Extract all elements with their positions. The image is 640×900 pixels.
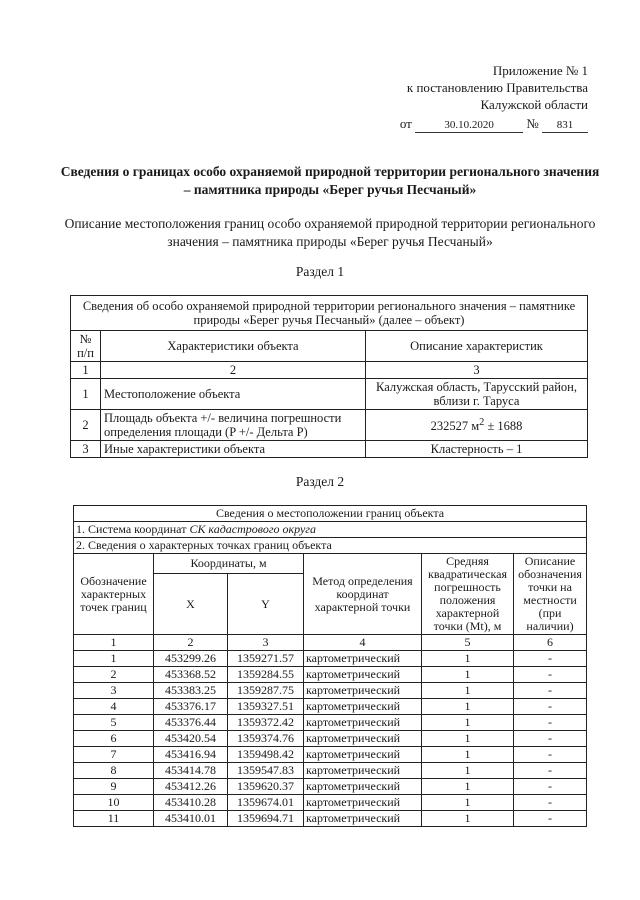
col-error-header: Средняя квадратическая погрешность положения характерной точки (Mt), м: [422, 554, 514, 635]
appendix-line: Приложение № 1: [492, 63, 588, 78]
point-desc: -: [514, 811, 587, 827]
col-desc-header: Описание характеристик: [366, 331, 588, 362]
table-title: Сведения о местоположении границ объекта: [74, 506, 587, 522]
object-info-table: [70, 295, 588, 458]
document-title: Сведения о границах особо охраняемой природной территории регионального значения – памятника природы «Берег ручья Песчаный»: [60, 164, 600, 197]
point-id: 9: [74, 779, 154, 795]
table-row: [74, 779, 587, 795]
table-row: [74, 667, 587, 683]
mt-error: 1: [422, 715, 514, 731]
row-char: Местоположение объекта: [101, 379, 366, 410]
method: картометрический: [304, 699, 422, 715]
coord-y: 1359271.57: [228, 651, 304, 667]
mt-error: 1: [422, 683, 514, 699]
method: картометрический: [304, 747, 422, 763]
coord-x: 453376.17: [154, 699, 228, 715]
point-desc: -: [514, 731, 587, 747]
table-row: [74, 795, 587, 811]
table-row: [74, 699, 587, 715]
coord-x: 453420.54: [154, 731, 228, 747]
area-unit-power: 2: [479, 417, 485, 429]
table-row: [74, 747, 587, 763]
coord-x: 453416.94: [154, 747, 228, 763]
col-method-header: Метод определения координат характерной точки: [304, 554, 422, 635]
system-name: СК кадастрового округа: [189, 522, 316, 536]
coord-x: 453410.01: [154, 811, 228, 827]
coord-y: 1359620.37: [228, 779, 304, 795]
coord-x: 453376.44: [154, 715, 228, 731]
col-index: 2: [154, 635, 228, 651]
row-num: 3: [71, 441, 101, 458]
col-index: 5: [422, 635, 514, 651]
col-index: 2: [101, 362, 366, 379]
row-char: Площадь объекта +/- величина погрешности определения площади (P +/- Дельта P): [101, 410, 366, 441]
point-desc: -: [514, 763, 587, 779]
point-id: 8: [74, 763, 154, 779]
row-desc: [366, 410, 588, 441]
coord-y: 1359674.01: [228, 795, 304, 811]
point-desc: -: [514, 699, 587, 715]
col-index: 4: [304, 635, 422, 651]
row-char: Иные характеристики объекта: [101, 441, 366, 458]
table-row: [74, 763, 587, 779]
decree-date: 30.10.2020: [415, 119, 523, 133]
coord-x: 453414.78: [154, 763, 228, 779]
point-id: 6: [74, 731, 154, 747]
method: картометрический: [304, 811, 422, 827]
col-index: 3: [366, 362, 588, 379]
mt-error: 1: [422, 667, 514, 683]
col-point-header: Обозначение характерных точек границ: [74, 554, 154, 635]
table-row: [71, 441, 588, 458]
coord-x: 453368.52: [154, 667, 228, 683]
mt-error: 1: [422, 747, 514, 763]
points-label: 2. Сведения о характерных точках границ объекта: [74, 538, 587, 554]
method: картометрический: [304, 731, 422, 747]
mt-error: 1: [422, 763, 514, 779]
row-num: 2: [71, 410, 101, 441]
row-num: 1: [71, 379, 101, 410]
coord-y: 1359694.71: [228, 811, 304, 827]
point-desc: -: [514, 715, 587, 731]
coord-y: 1359498.42: [228, 747, 304, 763]
point-id: 7: [74, 747, 154, 763]
table-row: [74, 683, 587, 699]
coord-y: 1359284.55: [228, 667, 304, 683]
appendix-line: к постановлению Правительства: [406, 80, 588, 95]
method: картометрический: [304, 715, 422, 731]
row-desc: Кластерность – 1: [366, 441, 588, 458]
method: картометрический: [304, 667, 422, 683]
from-label: от: [399, 116, 412, 131]
decree-number: 831: [542, 119, 588, 133]
coord-x: 453412.26: [154, 779, 228, 795]
coordinate-system: [74, 522, 587, 538]
coord-y: 1359547.83: [228, 763, 304, 779]
table-row: [74, 651, 587, 667]
mt-error: 1: [422, 811, 514, 827]
table-row: [74, 715, 587, 731]
coord-y: 1359287.75: [228, 683, 304, 699]
points-body: [74, 651, 587, 827]
col-y-header: Y: [228, 574, 304, 635]
document-subtitle: Описание местоположения границ особо охраняемой природной территории регионального значения – памятника природы «Берег ручья Песчаный»: [64, 216, 596, 249]
point-desc: -: [514, 683, 587, 699]
col-coords-header: Координаты, м: [154, 554, 304, 574]
point-id: 3: [74, 683, 154, 699]
appendix-date-line: [400, 115, 588, 133]
appendix-header: [400, 62, 588, 133]
col-index: 6: [514, 635, 587, 651]
point-id: 2: [74, 667, 154, 683]
section1-label: Раздел 1: [295, 264, 345, 279]
mt-error: 1: [422, 731, 514, 747]
coord-x: 453383.25: [154, 683, 228, 699]
point-desc: -: [514, 651, 587, 667]
table-row: [74, 811, 587, 827]
table-title: Сведения об особо охраняемой природной территории регионального значения – памятнике природы «Берег ручья Песчаный» (далее – объект): [71, 296, 588, 331]
appendix-line: Калужской области: [480, 97, 588, 112]
table-row: [71, 379, 588, 410]
coord-x: 453410.28: [154, 795, 228, 811]
col-x-header: X: [154, 574, 228, 635]
point-id: 11: [74, 811, 154, 827]
table-row: [74, 731, 587, 747]
method: картометрический: [304, 779, 422, 795]
point-desc: -: [514, 779, 587, 795]
coord-y: 1359327.51: [228, 699, 304, 715]
method: картометрический: [304, 651, 422, 667]
mt-error: 1: [422, 779, 514, 795]
mt-error: 1: [422, 795, 514, 811]
row-desc: Калужская область, Тарусский район, вблизи г. Таруса: [366, 379, 588, 410]
point-id: 5: [74, 715, 154, 731]
mt-error: 1: [422, 699, 514, 715]
coord-x: 453299.26: [154, 651, 228, 667]
table-row: [71, 410, 588, 441]
col-index: 3: [228, 635, 304, 651]
point-id: 1: [74, 651, 154, 667]
area-value: 232527 м: [430, 419, 480, 434]
point-desc: -: [514, 795, 587, 811]
col-index: 1: [71, 362, 101, 379]
area-error: ± 1688: [484, 419, 523, 434]
method: картометрический: [304, 795, 422, 811]
coord-y: 1359372.42: [228, 715, 304, 731]
point-desc: -: [514, 667, 587, 683]
point-id: 4: [74, 699, 154, 715]
method: картометрический: [304, 763, 422, 779]
col-index: 1: [74, 635, 154, 651]
number-label: №: [526, 116, 539, 131]
col-num-header: № п/п: [71, 331, 101, 362]
mt-error: 1: [422, 651, 514, 667]
point-desc: -: [514, 747, 587, 763]
coord-y: 1359374.76: [228, 731, 304, 747]
point-id: 10: [74, 795, 154, 811]
col-char-header: Характеристики объекта: [101, 331, 366, 362]
system-prefix: 1. Система координат: [76, 522, 190, 536]
section2-label: Раздел 2: [295, 474, 345, 489]
method: картометрический: [304, 683, 422, 699]
boundary-points-table: [73, 505, 587, 827]
col-desc-header: Описание обозначения точки на местности (при наличии): [514, 554, 587, 635]
